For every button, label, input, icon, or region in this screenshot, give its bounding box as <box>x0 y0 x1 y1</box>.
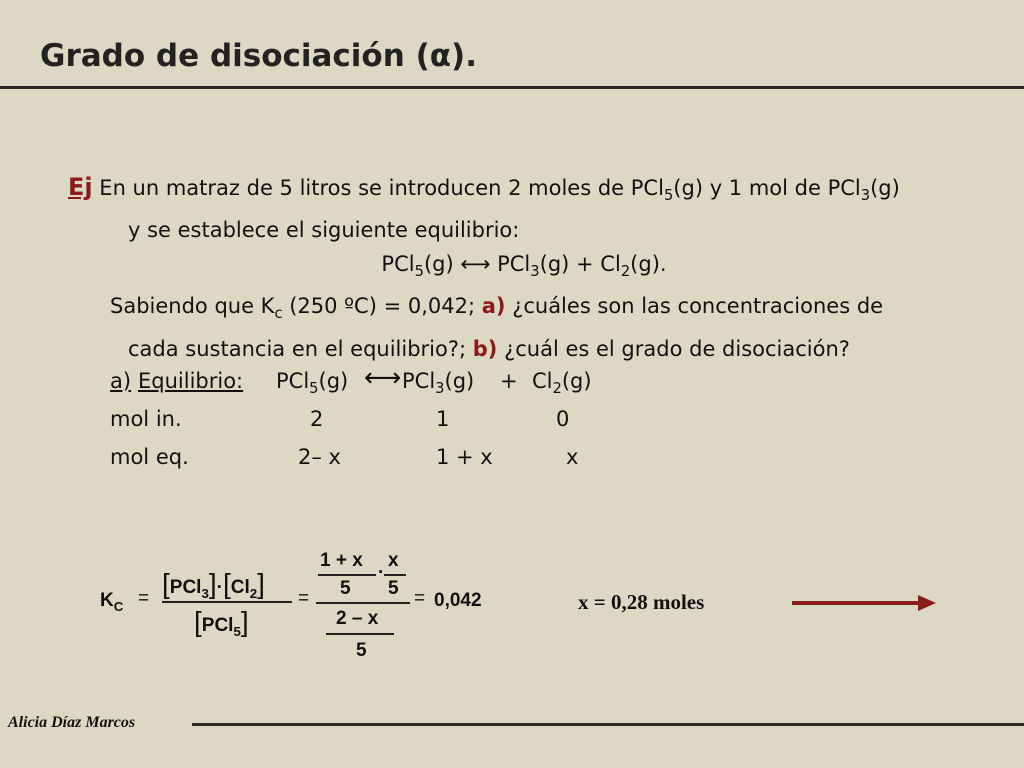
kc-denominator: [PCl$_5$] <box>194 606 249 639</box>
problem-line-1: Ej En un matraz de 5 litros se introducen 2 moles de PCl$_5$(g) y 1 mol de PCl$_3$(g) <box>68 173 900 205</box>
fraction-3-numerator: 2 – x <box>336 608 379 629</box>
main-fraction-line <box>316 602 410 604</box>
slide: Grado de disociación (α). Ej En un matraz de 5 litros se introducen 2 moles de PCl$_5$(g) y 1 mol de PCl$_3$(g) y se establece el siguiente equilibrio: PCl$_5$(g) ⟷ $PCl_3(g) + Cl_2(g)$. Sabiendo que $K_c$ (250 ºC) = 0,042; a) ¿cuáles son las concentraciones de cada sustancia en el equilibrio?; b) ¿cuál es el grado de disociación? a) Equilibrio: PCl$_5$(g) ⟷ PCl$_3$(g) + $Cl_2(g)$ mol in. 2 1 0 mol eq. 2– x 1 + x x $K_C$ = $[PCl_3]\cdot[Cl_2]$ [PCl$_5$] = 1 + x 5 · x 5 2 – x 5 = 0,042 x = 0,28 moles Alicia Díaz Marcos <box>0 0 1024 768</box>
plus-sign: + <box>500 369 518 393</box>
equilibrium-label: Equilibrio: <box>138 369 244 393</box>
problem-statement <box>68 170 980 366</box>
problem-question: Sabiendo que $K_c$ (250 ºC) = 0,042; a) ¿cuáles son las concentraciones de cada sustancia en el equilibrio?; b) ¿cuál es el grado de disociación? <box>110 294 884 361</box>
equilibrium-arrow-icon: ⟷ <box>364 363 402 393</box>
kc-symbol: $K_C$ <box>100 590 124 614</box>
kc-numerator: $[PCl_3]\cdot[Cl_2]$ <box>162 568 265 601</box>
part-a-marker: a) <box>110 369 132 393</box>
species-cl2: $Cl_2(g)$ <box>532 369 592 398</box>
fraction-1-denominator: 5 <box>340 578 351 599</box>
footer-divider <box>192 723 1024 726</box>
kc-expression: $K_C$ = $[PCl_3]\cdot[Cl_2]$ [PCl$_5$] = 1 + x 5 · x 5 2 – x 5 = 0,042 <box>100 550 482 661</box>
equilibrium-equation: PCl$_5$(g) ⟷ $PCl_3(g) + Cl_2(g)$. <box>381 252 667 281</box>
slide-title: Grado de disociación (α). <box>40 38 477 74</box>
fraction-1-numerator: 1 + x <box>320 550 363 571</box>
right-arrow-icon <box>790 590 940 620</box>
part-b-label: b) <box>472 336 498 361</box>
fraction-3-denominator: 5 <box>356 640 367 661</box>
species-pcl3: PCl$_3$(g) <box>402 369 475 398</box>
kc-value: 0,042 <box>434 590 482 611</box>
part-a-label: a) <box>481 294 506 319</box>
result-text: x = 0,28 moles <box>578 590 705 614</box>
title-divider <box>0 86 1024 89</box>
example-label: Ej <box>68 173 93 201</box>
species-pcl5: PCl$_5$(g) <box>276 369 349 398</box>
kc-fraction-line <box>162 601 292 603</box>
author-name: Alicia Díaz Marcos <box>8 714 136 731</box>
fraction-2-numerator: x <box>388 550 399 571</box>
problem-line-2: y se establece el siguiente equilibrio: <box>128 218 520 243</box>
fraction-2-denominator: 5 <box>388 578 399 599</box>
